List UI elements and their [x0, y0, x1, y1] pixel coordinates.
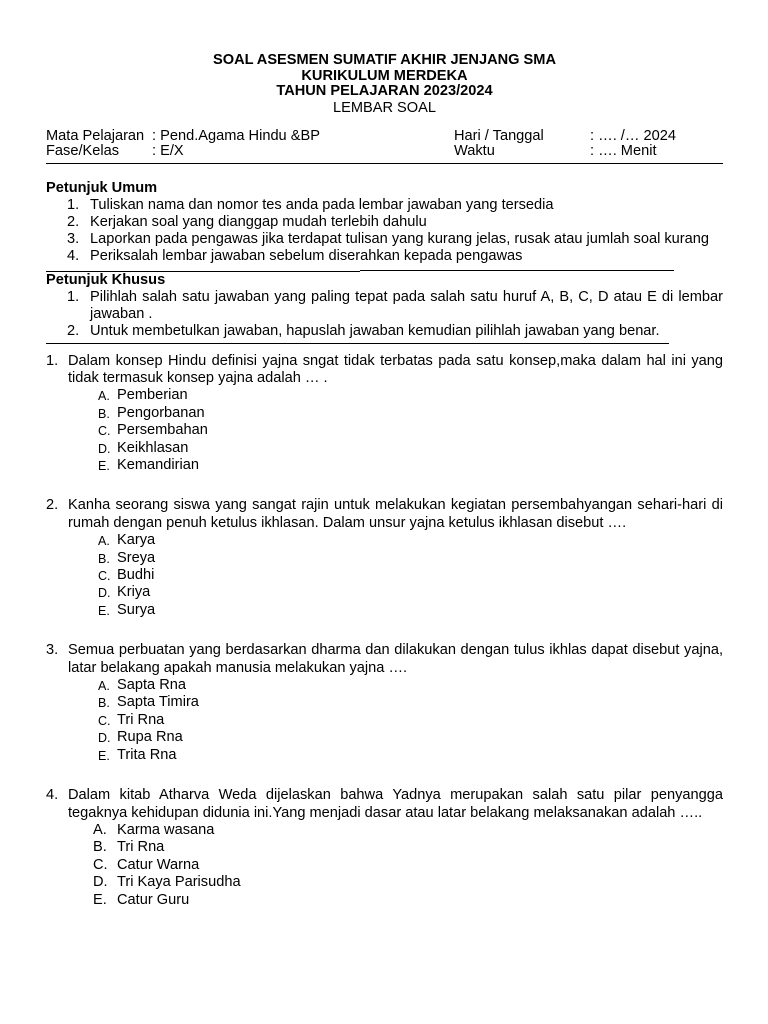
question-number: 3. — [46, 642, 59, 659]
option-letter: D. — [98, 586, 111, 601]
instruction-item — [46, 248, 723, 265]
option-text: Sapta Timira — [117, 694, 199, 711]
option-list — [68, 532, 723, 619]
option-text: Catur Warna — [117, 856, 200, 873]
answer-option — [68, 440, 723, 457]
answer-option — [68, 747, 723, 764]
option-letter: A. — [98, 679, 110, 694]
option-text: Keikhlasan — [117, 439, 189, 456]
instruction-number: 1. — [67, 196, 80, 213]
answer-option — [68, 712, 723, 729]
instruction-number: 4. — [67, 248, 80, 265]
petunjuk-khusus-list — [46, 289, 723, 341]
option-text: Sapta Rna — [117, 677, 186, 694]
answer-option — [68, 874, 723, 891]
instruction-text: Pilihlah salah satu jawaban yang paling tepat pada salah satu huruf A, B, C, D atau E di lembar jawaban . — [90, 288, 723, 322]
hari-value: : …. /… 2024 — [590, 127, 676, 144]
petunjuk-khusus-title: Petunjuk Khusus — [46, 271, 166, 288]
exam-title-3: TAHUN PELAJARAN 2023/2024 — [276, 83, 493, 99]
answer-option — [68, 550, 723, 567]
question-text: Dalam konsep Hindu definisi yajna sngat tidak terbatas pada satu konsep,maka dalam hal ini yang tidak termasuk konsep yajna adalah … . — [68, 352, 723, 386]
option-letter: C. — [98, 713, 111, 728]
option-letter: A. — [98, 389, 110, 404]
answer-option — [68, 602, 723, 619]
instruction-number: 2. — [67, 213, 80, 230]
question-number: 1. — [46, 352, 59, 369]
option-list — [68, 822, 723, 909]
option-letter: E. — [98, 748, 110, 763]
option-text: Pemberian — [117, 387, 188, 404]
option-text: Tri Rna — [117, 839, 165, 856]
answer-option — [68, 532, 723, 549]
exam-meta — [46, 129, 723, 164]
question-text: Kanha seorang siswa yang sangat rajin untuk melakukan kegiatan persembahyangan sehari-hari di rumah dengan penuh ketulus ikhlasan. Dalam unsur yajna ketulus ikhlasan disebut …. — [68, 497, 723, 531]
waktu-label: Waktu — [454, 142, 495, 159]
answer-option — [68, 677, 723, 694]
instruction-item — [46, 231, 723, 248]
exam-subtitle: LEMBAR SOAL — [332, 99, 436, 116]
answer-option — [68, 839, 723, 856]
instruction-item — [46, 323, 723, 340]
option-letter: D. — [98, 441, 111, 456]
option-letter: E. — [93, 891, 107, 908]
option-text: Surya — [117, 601, 156, 618]
answer-option — [68, 405, 723, 422]
instruction-item — [46, 214, 723, 231]
answer-option — [68, 822, 723, 839]
option-letter: A. — [93, 821, 107, 838]
question-text: Semua perbuatan yang berdasarkan dharma dan dilakukan dengan tulus ikhlas dapat disebut yajna, latar belakang apakah manusia melakukan yajna …. — [68, 642, 723, 676]
option-letter: E. — [98, 459, 110, 474]
question-2 — [46, 497, 723, 619]
question-number: 4. — [46, 787, 59, 804]
instruction-text: Kerjakan soal yang dianggap mudah terlebih dahulu — [90, 213, 427, 230]
answer-option — [68, 422, 723, 439]
answer-option — [68, 729, 723, 746]
instruction-text: Periksalah lembar jawaban sebelum diserahkan kepada pengawas — [90, 248, 523, 265]
instruction-text: Tuliskan nama dan nomor tes anda pada lembar jawaban yang tersedia — [90, 196, 554, 213]
option-text: Catur Guru — [117, 891, 190, 908]
option-letter: C. — [98, 424, 111, 439]
option-text: Pengorbanan — [117, 404, 205, 421]
option-letter: C. — [98, 569, 111, 584]
option-text: Budhi — [117, 567, 155, 584]
option-letter: C. — [93, 856, 108, 873]
option-letter: A. — [98, 534, 110, 549]
option-text: Karma wasana — [117, 821, 215, 838]
option-text: Karya — [117, 532, 156, 549]
exam-page — [46, 53, 723, 909]
option-text: Sreya — [117, 549, 156, 566]
mapel-value: : Pend.Agama Hindu &BP — [152, 127, 320, 144]
answer-option — [68, 584, 723, 601]
option-text: Rupa Rna — [117, 729, 183, 746]
divider — [46, 343, 669, 344]
question-4 — [46, 787, 723, 909]
option-letter: E. — [98, 603, 110, 618]
option-text: Tri Kaya Parisudha — [117, 874, 241, 891]
exam-title-1: SOAL ASESMEN SUMATIF AKHIR JENJANG SMA — [213, 52, 556, 68]
option-letter: D. — [93, 874, 108, 891]
divider — [360, 270, 674, 271]
answer-option — [68, 892, 723, 909]
option-letter: D. — [98, 731, 111, 746]
petunjuk-umum-title: Petunjuk Umum — [46, 179, 158, 196]
option-letter: B. — [93, 839, 107, 856]
option-text: Persembahan — [117, 422, 208, 439]
question-number: 2. — [46, 497, 59, 514]
kelas-label: Fase/Kelas — [46, 142, 120, 159]
instruction-text: Untuk membetulkan jawaban, hapuslah jawaban kemudian pilihlah jawaban yang benar. — [90, 323, 660, 340]
instruction-item — [46, 289, 723, 324]
waktu-value: : …. Menit — [590, 142, 657, 159]
question-1 — [46, 353, 723, 475]
mapel-label: Mata Pelajaran — [46, 127, 145, 144]
exam-title-2: KURIKULUM MERDEKA — [301, 67, 468, 84]
divider — [46, 271, 360, 272]
answer-option — [68, 387, 723, 404]
question-3 — [46, 642, 723, 764]
instruction-number: 2. — [67, 323, 80, 340]
instruction-item — [46, 197, 723, 214]
answer-option — [68, 694, 723, 711]
answer-option — [68, 567, 723, 584]
answer-option — [68, 457, 723, 474]
option-list — [68, 387, 723, 474]
instruction-text: Laporkan pada pengawas jika terdapat tulisan yang kurang jelas, rusak atau jumlah soal kurang — [90, 231, 710, 248]
option-text: Trita Rna — [117, 746, 177, 763]
option-letter: B. — [98, 406, 110, 421]
option-letter: B. — [98, 696, 110, 711]
instruction-number: 1. — [67, 288, 80, 305]
instruction-number: 3. — [67, 231, 80, 248]
hari-label: Hari / Tanggal — [454, 127, 544, 144]
option-text: Kriya — [117, 584, 151, 601]
kelas-value: : E/X — [152, 142, 184, 159]
option-text: Tri Rna — [117, 711, 165, 728]
question-text: Dalam kitab Atharva Weda dijelaskan bahwa Yadnya merupakan salah satu pilar penyangga tegaknya kehidupan didunia ini.Yang menjadi dasar atau latar belakang melaksanakan adalah ….. — [68, 787, 723, 821]
question-list — [46, 353, 723, 909]
option-letter: B. — [98, 551, 110, 566]
option-list — [68, 677, 723, 764]
answer-option — [68, 857, 723, 874]
option-text: Kemandirian — [117, 457, 199, 474]
petunjuk-umum-list — [46, 197, 723, 266]
